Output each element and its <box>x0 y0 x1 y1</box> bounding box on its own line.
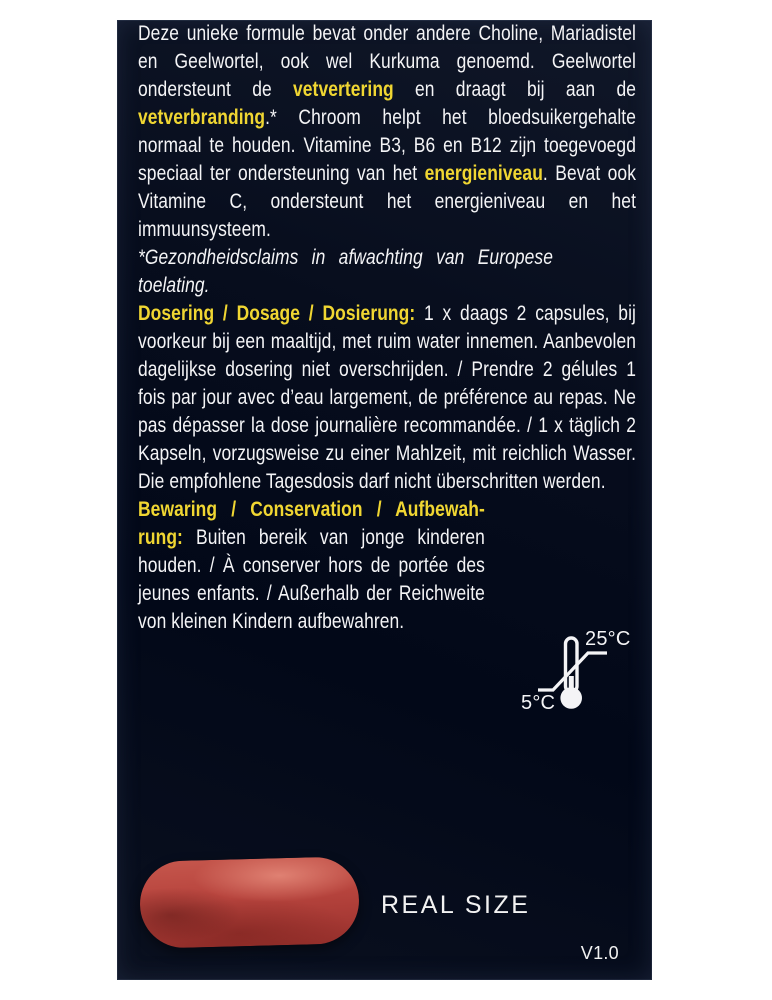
temp-min-label: 5°C <box>521 692 556 714</box>
intro-text: en draagt bij aan de <box>393 78 636 101</box>
softgel-capsule-image <box>139 856 360 949</box>
dosage-paragraph <box>138 300 636 496</box>
intro-text: . Bevat ook Vitamine C, ondersteunt het energieniveau en het immuunsysteem. <box>138 162 636 241</box>
highlight-energieniveau: energieniveau <box>424 162 543 185</box>
storage-temperature-range <box>519 630 652 742</box>
text-column <box>138 20 636 636</box>
storage-text: Buiten bereik van jonge kinderen houden. / À conserver hors de portée des jeunes enfants. / Außerhalb der Reichweite von kleinen Kindern aufbewahren. <box>138 526 485 633</box>
storage-heading: Bewaring / Conservation / Aufbewah-rung: <box>138 498 485 549</box>
real-size-label: REAL SIZE <box>381 891 531 919</box>
claims-note: *Gezondheidsclaims in afwachting van Europese toelating. <box>138 246 553 297</box>
highlight-vetverbranding: vetverbranding <box>138 106 266 129</box>
intro-text: .* Chroom helpt het bloedsuikergehalte normaal te houden. Vitamine B3, B6 en B12 zijn toegevoegd speciaal ter ondersteuning van het <box>138 106 636 185</box>
label-panel <box>117 20 652 980</box>
dosage-text: 1 x daags 2 capsules, bij voorkeur bij een maaltijd, met ruim water innemen. Aanbevolen dagelijkse dosering niet overschrijden. / Prendre 2 gélules 1 fois par jour avec d’eau largement, de préférence au repas. Ne pas dépasser la dose journalière recommandée. / 1 x täglich 2 Kapseln, vorzugsweise zu einer Mahlzeit, mit reichlich Wasser. Die empfohlene Tagesdosis darf nicht überschritten werden. <box>138 302 636 493</box>
storage-paragraph <box>138 496 485 636</box>
highlight-vetvertering: vetvertering <box>293 78 394 101</box>
intro-paragraph <box>138 20 636 244</box>
intro-text: Deze unieke formule bevat onder andere Choline, Mariadistel en Geelwortel, ook wel Kurkuma genoemd. Geelwortel ondersteunt de <box>138 22 636 101</box>
version-label: V1.0 <box>580 943 619 963</box>
dosage-heading: Dosering / Dosage / Dosierung: <box>138 302 416 325</box>
temp-max-label: 25°C <box>585 628 631 650</box>
